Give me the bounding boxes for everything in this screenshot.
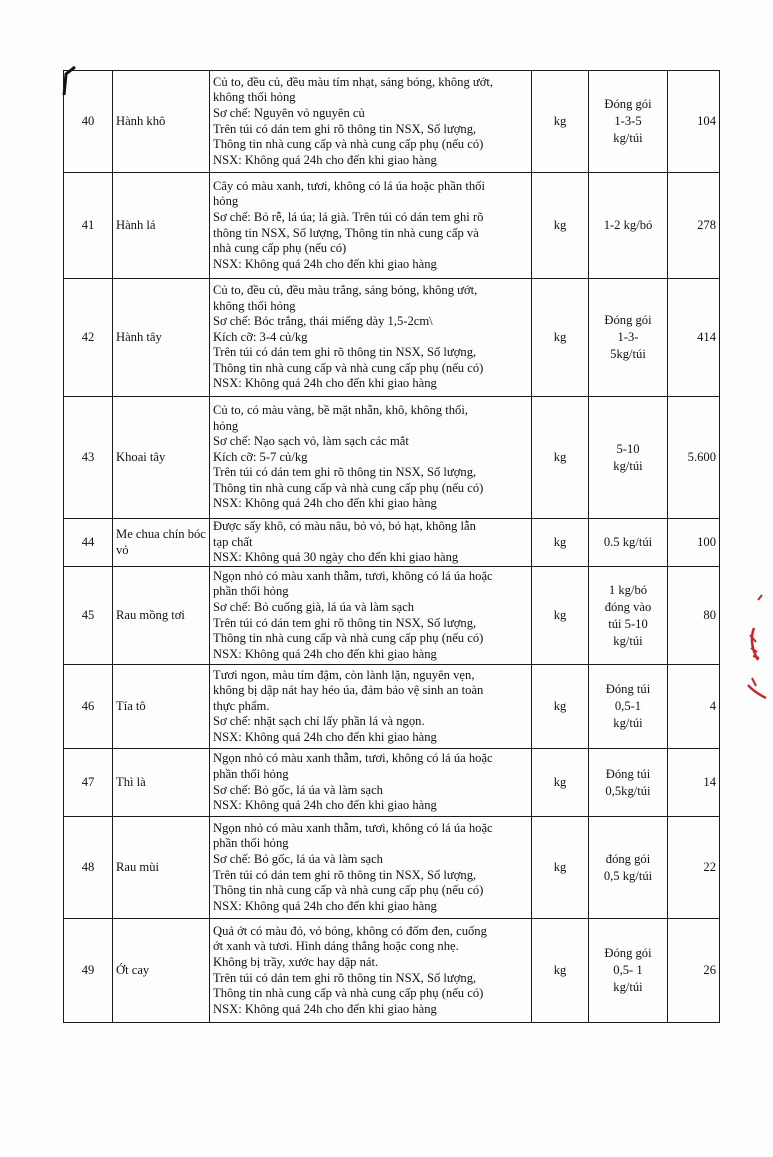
product-description xyxy=(210,173,532,279)
product-name: Rau mồng tơi xyxy=(113,567,210,665)
description-line: Được sấy khô, có màu nâu, bỏ vỏ, bỏ hạt, không lẫn xyxy=(213,519,476,534)
row-number: 45 xyxy=(64,567,113,665)
packaging-line: đóng gói xyxy=(605,851,651,866)
description-line: Không bị trầy, xước hay dập nát. xyxy=(213,954,379,969)
packaging-line: kg/túi xyxy=(613,458,643,473)
quantity: 80 xyxy=(668,567,720,665)
description-line: Thông tin nhà cung cấp và nhà cung cấp phụ (nếu có) xyxy=(213,360,484,375)
product-description xyxy=(210,817,532,919)
unit: kg xyxy=(532,279,589,397)
description-line: NSX: Không quá 30 ngày cho đến khi giao hàng xyxy=(213,550,459,565)
quantity: 5.600 xyxy=(668,397,720,519)
packaging-line: Đóng túi xyxy=(605,682,651,696)
product-name: Hành khô xyxy=(113,71,210,173)
description-line: NSX: Không quá 24h cho đến khi giao hàng xyxy=(213,646,437,661)
unit: kg xyxy=(532,749,589,817)
description-line: phần thối hỏng xyxy=(213,766,289,781)
product-spec-table xyxy=(63,70,720,1023)
description-line: Quả ớt có màu đỏ, vỏ bóng, không có đốm đen, cuống xyxy=(213,923,487,938)
product-description xyxy=(210,519,532,567)
table-row xyxy=(64,519,720,567)
description-line: NSX: Không quá 24h cho đến khi giao hàng xyxy=(213,152,437,167)
product-name: Thì là xyxy=(113,749,210,817)
quantity: 104 xyxy=(668,71,720,173)
description-line: Củ to, có màu vàng, bề mặt nhẵn, khô, không thối, xyxy=(213,402,468,417)
row-number: 46 xyxy=(64,665,113,749)
packaging-line: 0,5-1 xyxy=(614,699,642,713)
packaging xyxy=(589,919,668,1023)
description-line: Trên túi có dán tem ghi rõ thông tin NSX, Số lượng, xyxy=(213,867,477,882)
description-line: Trên túi có dán tem ghi rõ thông tin NSX, Số lượng, xyxy=(213,345,477,360)
product-description xyxy=(210,919,532,1023)
description-line: Thông tin nhà cung cấp và nhà cung cấp phụ (nếu có) xyxy=(213,986,484,1001)
quantity: 278 xyxy=(668,173,720,279)
product-description xyxy=(210,749,532,817)
packaging-line: 0,5kg/túi xyxy=(605,783,651,798)
packaging-line: Đóng gói xyxy=(604,946,652,960)
description-line: phần thối hỏng xyxy=(213,836,289,851)
product-name: Hành lá xyxy=(113,173,210,279)
product-description xyxy=(210,665,532,749)
description-line: Sơ chế: nhặt sạch chỉ lấy phần lá và ngọn. xyxy=(213,714,425,729)
packaging-line: 1 kg/bó xyxy=(608,582,648,597)
description-line: không thối hỏng xyxy=(213,298,296,313)
description-line: NSX: Không quá 24h cho đến khi giao hàng xyxy=(213,376,437,391)
packaging-line: 5-10 xyxy=(616,441,640,456)
description-line: Sơ chế: Bóc trắng, thái miếng dày 1,5-2cm\ xyxy=(213,314,433,329)
description-line: Trên túi có dán tem ghi rõ thông tin NSX, Số lượng, xyxy=(213,970,477,985)
description-line: Trên túi có dán tem ghi rõ thông tin NSX, Số lượng, xyxy=(213,465,477,480)
description-line: Thông tin nhà cung cấp và nhà cung cấp phụ (nếu có) xyxy=(213,631,484,646)
quantity: 414 xyxy=(668,279,720,397)
packaging xyxy=(589,749,668,817)
description-line: Thông tin nhà cung cấp và nhà cung cấp phụ (nếu có) xyxy=(213,137,484,152)
product-name: Ớt cay xyxy=(113,919,210,1023)
packaging-line: 1-3- xyxy=(617,330,639,344)
description-line: Thông tin nhà cung cấp và nhà cung cấp phụ (nếu có) xyxy=(213,480,484,495)
product-description xyxy=(210,397,532,519)
table-row xyxy=(64,173,720,279)
description-line: Sơ chế: Bỏ cuống già, lá úa và làm sạch xyxy=(213,599,415,614)
description-line: Củ to, đều củ, đều màu trắng, sáng bóng, không ướt, xyxy=(213,282,478,297)
table-row xyxy=(64,279,720,397)
description-line: phần thối hỏng xyxy=(213,584,289,599)
product-name: Me chua chín bóc vỏ xyxy=(113,519,210,567)
table-row xyxy=(64,749,720,817)
description-line: hỏng xyxy=(213,418,239,433)
row-number: 40 xyxy=(64,71,113,173)
packaging-line: kg/túi xyxy=(613,716,643,730)
description-line: không thối hỏng xyxy=(213,90,296,105)
packaging-line: 0,5- 1 xyxy=(613,963,643,977)
description-line: Cây có màu xanh, tươi, không có lá úa hoặc phần thối xyxy=(213,178,485,193)
description-line: Trên túi có dán tem ghi rõ thông tin NSX, Số lượng, xyxy=(213,121,477,136)
description-line: tạp chất xyxy=(213,534,253,549)
unit: kg xyxy=(532,173,589,279)
red-stamp-edge xyxy=(744,590,768,705)
table-row xyxy=(64,817,720,919)
row-number: 42 xyxy=(64,279,113,397)
packaging-line: Đóng gói xyxy=(604,313,652,327)
description-line: nhà cung cấp phụ (nếu có) xyxy=(213,241,347,256)
row-number: 49 xyxy=(64,919,113,1023)
packaging xyxy=(589,279,668,397)
packaging xyxy=(589,71,668,173)
product-description xyxy=(210,279,532,397)
quantity: 14 xyxy=(668,749,720,817)
table-row xyxy=(64,71,720,173)
packaging xyxy=(589,817,668,919)
unit: kg xyxy=(532,397,589,519)
packaging-line: kg/túi xyxy=(613,980,643,994)
description-line: Ngọn nhỏ có màu xanh thẫm, tươi, không có lá úa hoặc xyxy=(213,751,493,766)
description-line: Kích cỡ: 3-4 củ/kg xyxy=(213,329,308,344)
packaging-line: kg/túi xyxy=(613,633,643,648)
description-line: NSX: Không quá 24h cho đến khi giao hàng xyxy=(213,898,437,913)
product-name: Hành tây xyxy=(113,279,210,397)
description-line: Sơ chế: Bỏ rễ, lá úa; lá già. Trên túi có dán tem ghi rõ xyxy=(213,209,484,224)
unit: kg xyxy=(532,665,589,749)
packaging xyxy=(589,519,668,567)
description-line: Thông tin nhà cung cấp và nhà cung cấp phụ (nếu có) xyxy=(213,883,484,898)
description-line: Sơ chế: Nạo sạch vỏ, làm sạch các mắt xyxy=(213,434,409,449)
row-number: 43 xyxy=(64,397,113,519)
description-line: NSX: Không quá 24h cho đến khi giao hàng xyxy=(213,729,437,744)
description-line: Ngọn nhỏ có màu xanh thẫm, tươi, không có lá úa hoặc xyxy=(213,820,493,835)
quantity: 22 xyxy=(668,817,720,919)
description-line: Sơ chế: Bỏ gốc, lá úa và làm sạch xyxy=(213,782,383,797)
product-name: Rau mùi xyxy=(113,817,210,919)
product-description xyxy=(210,567,532,665)
description-line: NSX: Không quá 24h cho đến khi giao hàng xyxy=(213,496,437,511)
table-row xyxy=(64,919,720,1023)
description-line: Tươi ngon, màu tím đậm, còn lành lặn, nguyên vẹn, xyxy=(213,667,475,682)
packaging-line: Đóng túi xyxy=(605,766,651,781)
product-name: Khoai tây xyxy=(113,397,210,519)
unit: kg xyxy=(532,919,589,1023)
table-row xyxy=(64,665,720,749)
description-line: ớt xanh và tươi. Hình dáng thẳng hoặc cong nhẹ. xyxy=(213,939,459,954)
description-line: NSX: Không quá 24h cho đến khi giao hàng xyxy=(213,798,437,813)
description-line: hỏng xyxy=(213,194,239,209)
description-line: Sơ chế: Bỏ gốc, lá úa và làm sạch xyxy=(213,851,383,866)
description-line: Củ to, đều củ, đều màu tím nhạt, sáng bóng, không ướt, xyxy=(213,74,494,89)
row-number: 48 xyxy=(64,817,113,919)
unit: kg xyxy=(532,519,589,567)
packaging xyxy=(589,665,668,749)
unit: kg xyxy=(532,817,589,919)
table-row xyxy=(64,567,720,665)
description-line: Trên túi có dán tem ghi rõ thông tin NSX, Số lượng, xyxy=(213,615,477,630)
description-line: không bị dập nát hay héo úa, đảm bảo vệ sinh an toàn xyxy=(213,683,484,698)
description-line: thông tin NSX, Số lượng, Thông tin nhà cung cấp và xyxy=(213,225,479,240)
row-number: 47 xyxy=(64,749,113,817)
packaging-line: 5kg/túi xyxy=(610,347,646,361)
description-line: thực phẩm. xyxy=(213,698,270,713)
packaging xyxy=(589,567,668,665)
packaging-line: túi 5-10 xyxy=(608,616,648,631)
table-row xyxy=(64,397,720,519)
packaging-line: 0.5 kg/túi xyxy=(603,535,653,549)
packaging xyxy=(589,173,668,279)
product-name: Tía tô xyxy=(113,665,210,749)
unit: kg xyxy=(532,567,589,665)
packaging-line: kg/túi xyxy=(613,131,643,145)
description-line: Sơ chế: Nguyên vỏ nguyên củ xyxy=(213,105,365,120)
description-line: Ngọn nhỏ có màu xanh thẫm, tươi, không có lá úa hoặc xyxy=(213,568,493,583)
description-line: NSX: Không quá 24h cho đến khi giao hàng xyxy=(213,256,437,271)
packaging-line: đóng vào xyxy=(604,599,652,614)
quantity: 26 xyxy=(668,919,720,1023)
row-number: 44 xyxy=(64,519,113,567)
quantity: 4 xyxy=(668,665,720,749)
packaging-line: 1-3-5 xyxy=(614,114,642,128)
description-line: Kích cỡ: 5-7 củ/kg xyxy=(213,449,308,464)
description-line: NSX: Không quá 24h cho đến khi giao hàng xyxy=(213,1001,437,1016)
row-number: 41 xyxy=(64,173,113,279)
quantity: 100 xyxy=(668,519,720,567)
packaging-line: 1-2 kg/bó xyxy=(603,218,653,232)
table-body xyxy=(64,71,720,1023)
packaging-line: Đóng gói xyxy=(604,97,652,111)
unit: kg xyxy=(532,71,589,173)
packaging-line: 0,5 kg/túi xyxy=(603,868,653,883)
packaging xyxy=(589,397,668,519)
product-description xyxy=(210,71,532,173)
